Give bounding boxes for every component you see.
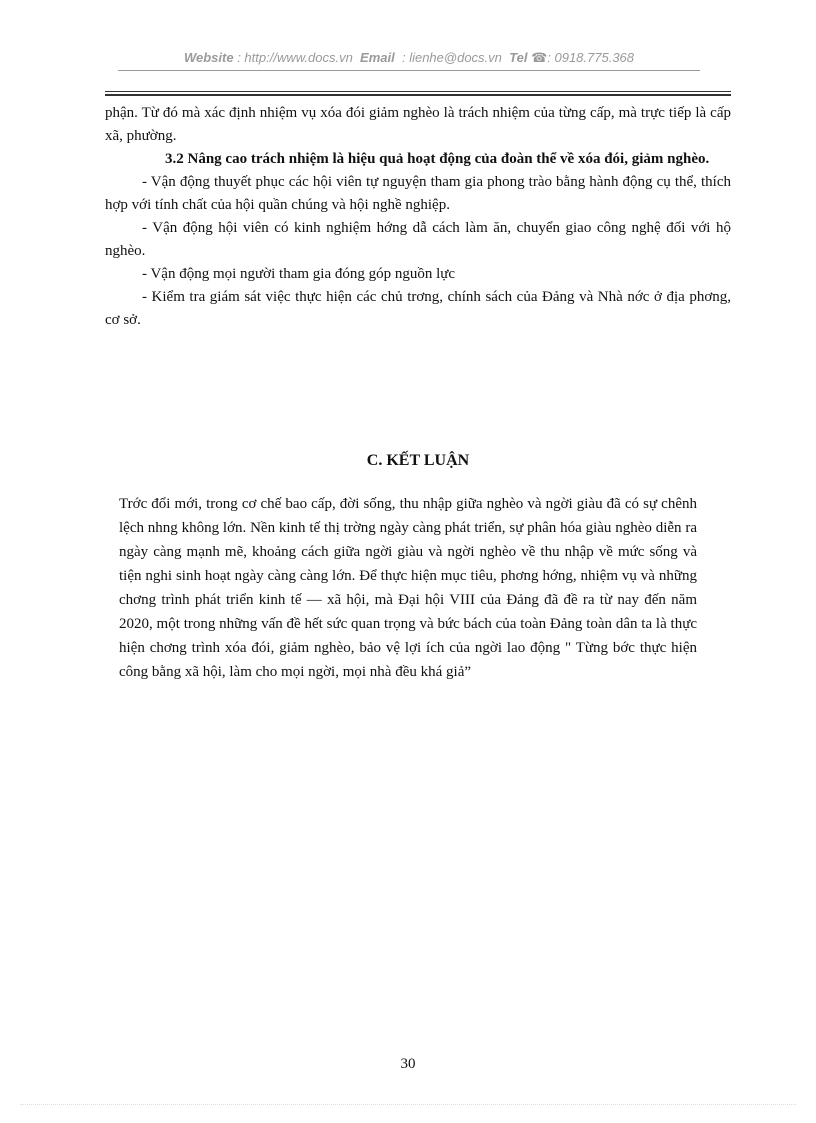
bullet-item: - Kiểm tra giám sát việc thực hiện các chủ trơng, chính sách của Đảng và Nhà nớc ở địa phơng, cơ sở. [105,289,731,328]
tel-value: : 0918.775.368 [547,50,635,65]
conclusion-paragraph: Trớc đổi mới, trong cơ chế bao cấp, đời sống, thu nhập giữa nghèo và ngời giàu đã có sự chênh lệch nhng không lớn. Nền kinh tế thị trờng ngày càng phát triển, sự phân hóa giàu nghèo diễn ra ngày càng mạnh mẽ, khoảng cách giữa ngời giàu và ngời nghèo về thu nhập về mức sống và tiện nghi sinh hoạt ngày càng càng lớn. Để thực hiện mục tiêu, phơng hớng, nhiệm vụ và những chơng trình phát triển kinh tế — xã hội, mà Đại hội VIII của Đảng đã đề ra từ nay đến năm 2020, một trong những vấn đề hết sức quan trọng và bức bách của toàn Đảng toàn dân ta là thực hiện chơng trình xóa đói, giảm nghèo, bảo vệ lợi ích của ngời lao động " Từng bớc thực hiện công bằng xã hội, làm cho mọi ngời, mọi nhà đều khá giả” [119,496,697,680]
tel-label: Tel [509,50,528,65]
bullet-item: - Vận động thuyết phục các hội viên tự nguyện tham gia phong trào bằng hành động cụ thể, thích hợp với tính chất của hội quần chúng và hội nghề nghiệp. [105,174,731,213]
email-label: Email [360,50,395,65]
phone-icon: ☎ [531,50,548,65]
page-header [118,50,700,66]
footer-divider [20,1104,796,1105]
body-text [105,102,731,332]
page-number: 30 [400,1056,416,1072]
bullet-item: - Vận động hội viên có kinh nghiệm hớng dẫ cách làm ăn, chuyển giao công nghệ đối với hộ nghèo. [105,220,731,259]
header-underline [118,70,700,71]
continuation-paragraph: phận. Từ đó mà xác định nhiệm vụ xóa đói giảm nghèo là trách nhiệm của từng cấp, mà trực tiếp là cấp xã, phường. [105,105,731,144]
email-value: : lienhe@docs.vn [401,50,502,65]
header-divider-double [105,94,731,96]
website-value: : http://www.docs.vn [237,50,353,65]
bullet-item: - Vận động mọi người tham gia đóng góp nguồn lực [142,266,456,282]
header-divider [105,91,731,92]
section-heading: 3.2 Nâng cao trách nhiệm là hiệu quả hoạt động của đoàn thể về xóa đói, giảm nghèo. [165,151,710,167]
conclusion-title: C. KẾT LUẬN [366,452,470,469]
website-label: Website [183,50,234,65]
